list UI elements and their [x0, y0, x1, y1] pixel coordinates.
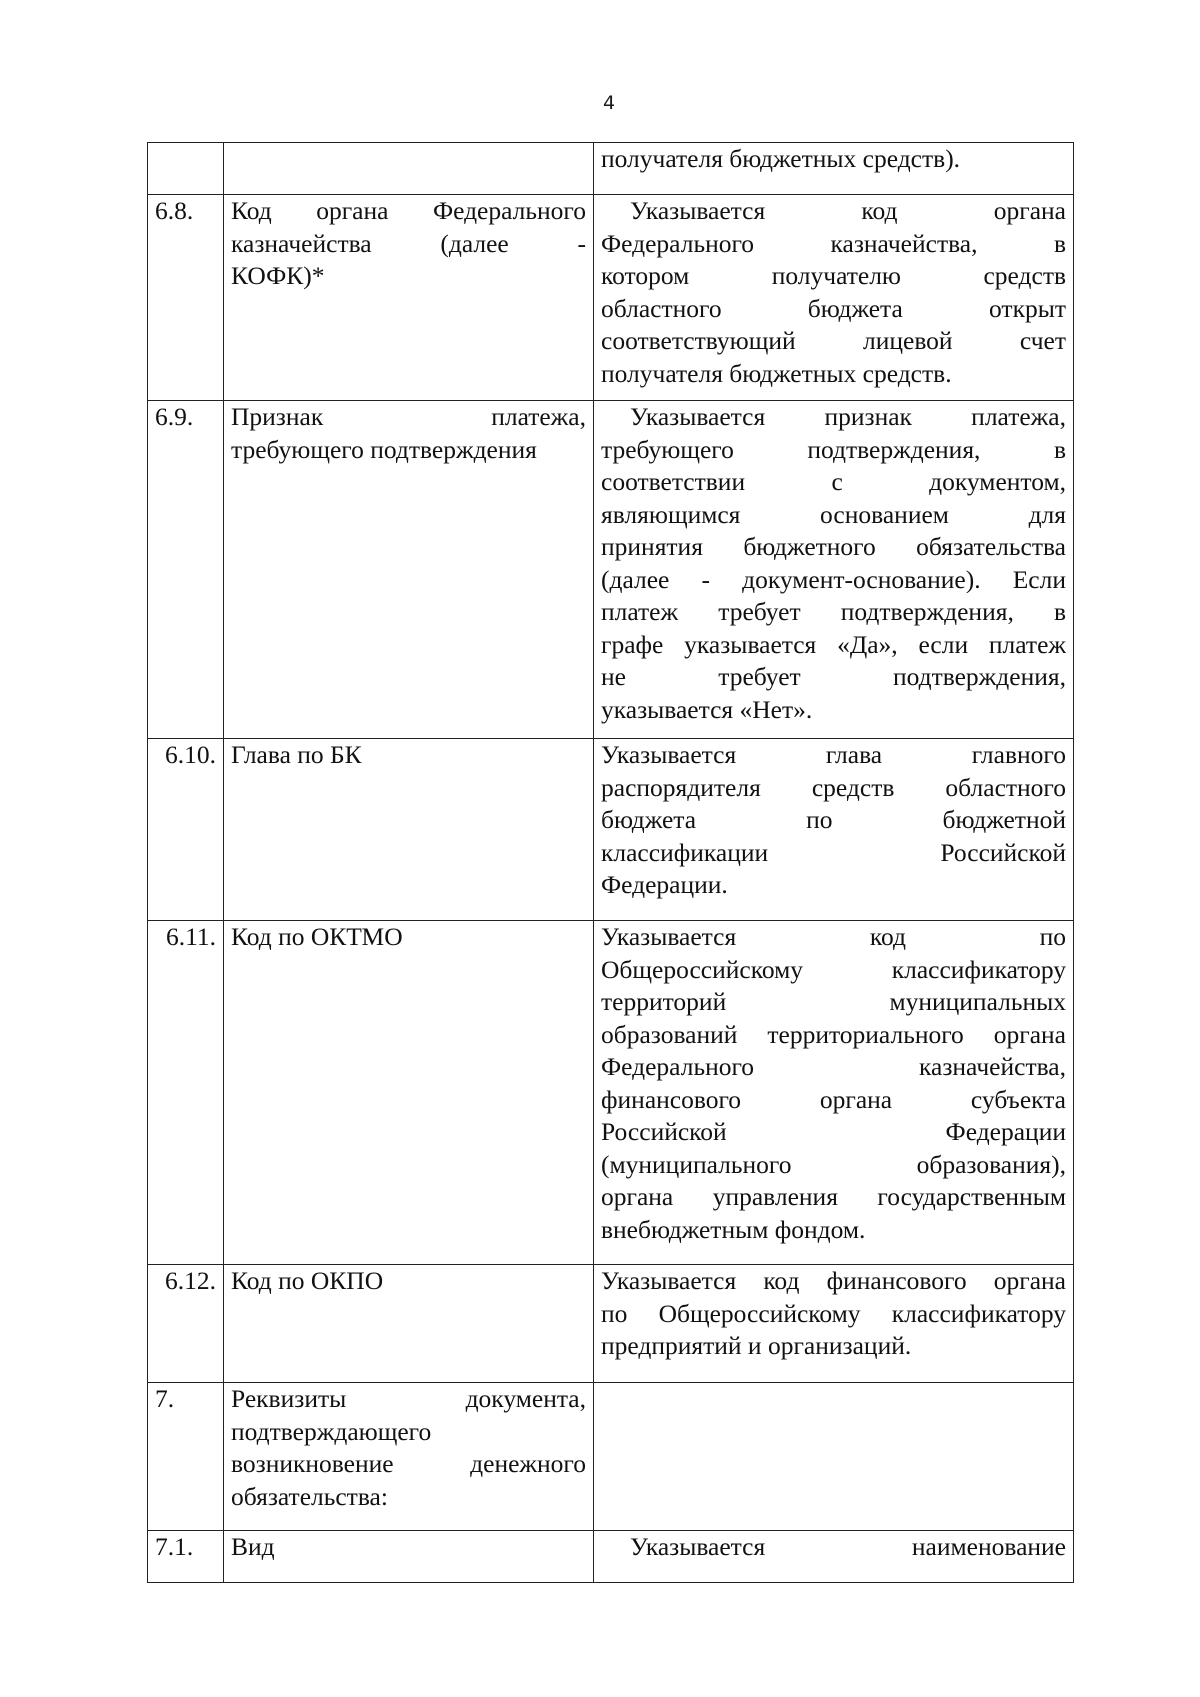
field-name-cell	[224, 195, 594, 401]
row-number-cell: 6.9.	[148, 401, 224, 739]
description-line: Указывается признак платежа,	[630, 402, 1066, 431]
description-line: Общероссийскому классификатору	[601, 954, 1066, 984]
description-line: Указывается код органа	[630, 196, 1066, 225]
description-line: образований территориального органа	[601, 1019, 1066, 1049]
row-number-cell: 6.10.	[148, 739, 224, 921]
description-line: Федерального казначейства,	[601, 1052, 1066, 1081]
table-row	[148, 195, 1074, 401]
name-line: требующего подтверждения	[231, 434, 537, 464]
row-number-cell: 6.11.	[148, 921, 224, 1265]
field-description-cell	[594, 921, 1074, 1265]
name-line: Глава по БК	[231, 740, 362, 769]
description-line: (далее - документ-основание). Если	[601, 564, 1066, 594]
field-name-cell	[224, 143, 594, 195]
requisites-table	[147, 142, 1074, 1583]
field-description-cell	[594, 195, 1074, 401]
name-line: казначейства (далее -	[231, 228, 586, 258]
table-row	[148, 1531, 1074, 1583]
description-line: предприятий и организаций.	[601, 1331, 912, 1360]
field-name-cell	[224, 401, 594, 739]
name-line: Код органа Федерального	[231, 196, 586, 225]
description-line: Указывается код финансового органа	[601, 1266, 1066, 1295]
description-line: распорядителя средств областного	[601, 772, 1066, 802]
description-line: классификации Российской	[601, 837, 1066, 867]
description-line: Федерации.	[601, 870, 728, 899]
description-line: по Общероссийскому классификатору	[601, 1298, 1066, 1328]
table-row	[148, 1265, 1074, 1383]
field-name-cell	[224, 1383, 594, 1531]
description-line: внебюджетным фондом.	[601, 1214, 866, 1244]
name-line: КОФК)*	[231, 261, 325, 290]
description-line: соответствующий лицевой счет	[601, 326, 1066, 355]
field-description-cell	[594, 143, 1074, 195]
name-line: обязательства:	[231, 1481, 388, 1511]
field-name-cell	[224, 1265, 594, 1383]
description-line: соответствии с документом,	[601, 467, 1066, 496]
table-row	[148, 401, 1074, 739]
field-description-cell	[594, 1383, 1074, 1531]
name-line: Признак платежа,	[231, 402, 586, 431]
description-line: областного бюджета открыт	[601, 293, 1066, 323]
field-name-cell	[224, 921, 594, 1265]
page-number: 4	[602, 92, 616, 114]
name-line: Реквизиты документа,	[231, 1384, 586, 1413]
field-description-cell	[594, 1265, 1074, 1383]
table-row	[148, 143, 1074, 195]
field-name-cell	[224, 739, 594, 921]
description-line: бюджета по бюджетной	[601, 805, 1066, 834]
row-number-cell: 7.	[148, 1383, 224, 1531]
field-name-cell	[224, 1531, 594, 1583]
description-line: требующего подтверждения, в	[601, 434, 1066, 464]
description-line: Российской Федерации	[601, 1117, 1066, 1146]
description-line: (муниципального образования),	[601, 1149, 1066, 1179]
description-line: указывается «Нет».	[601, 694, 813, 724]
description-line: Указывается глава главного	[601, 740, 1066, 769]
field-description-cell	[594, 739, 1074, 921]
description-line: графе указывается «Да», если платеж	[601, 629, 1066, 659]
description-line: Федерального казначейства, в	[601, 228, 1066, 258]
description-line: Указывается код по	[601, 922, 1066, 951]
name-line: возникновение денежного	[231, 1449, 586, 1478]
row-number-cell: 6.8.	[148, 195, 224, 401]
description-line: принятия бюджетного обязательства	[601, 532, 1066, 561]
name-line: подтверждающего	[231, 1416, 432, 1446]
description-line: Указывается наименование	[630, 1532, 1066, 1561]
table-row	[148, 1383, 1074, 1531]
description-line: платеж требует подтверждения, в	[601, 597, 1066, 626]
description-line: получателя бюджетных средств).	[601, 144, 961, 173]
description-line: территорий муниципальных	[601, 987, 1066, 1016]
name-line: Код по ОКПО	[231, 1266, 384, 1295]
description-line: получателя бюджетных средств.	[601, 358, 952, 388]
description-line: не требует подтверждения,	[601, 662, 1066, 691]
field-description-cell	[594, 1531, 1074, 1583]
description-line: котором получателю средств	[601, 261, 1066, 290]
description-line: финансового органа субъекта	[601, 1084, 1066, 1114]
field-description-cell	[594, 401, 1074, 739]
name-line: Вид	[231, 1532, 275, 1561]
table-row	[148, 921, 1074, 1265]
table-row	[148, 739, 1074, 921]
requisites-table-body	[148, 143, 1074, 1583]
row-number-cell: 6.12.	[148, 1265, 224, 1383]
row-number-cell	[148, 143, 224, 195]
description-line: органа управления государственным	[601, 1182, 1066, 1211]
name-line: Код по ОКТМО	[231, 922, 403, 951]
row-number-cell: 7.1.	[148, 1531, 224, 1583]
description-line: являющимся основанием для	[601, 499, 1066, 529]
